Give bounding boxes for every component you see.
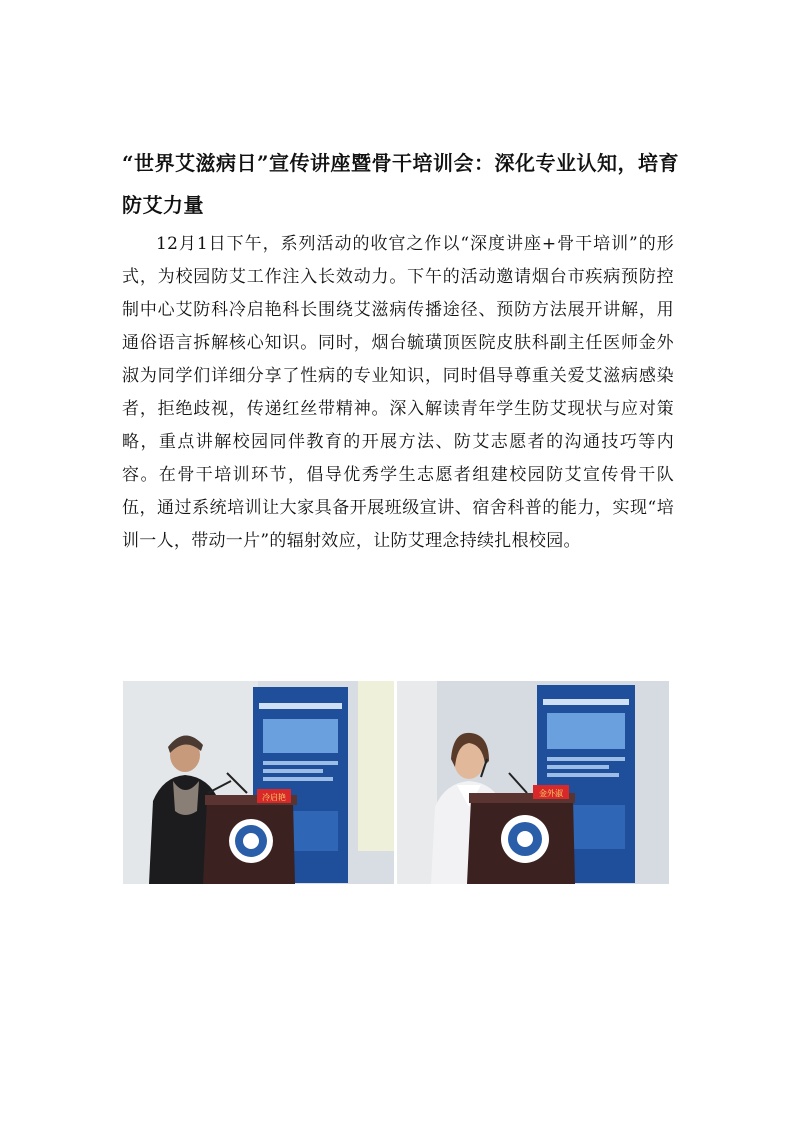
photo-speaker-left <box>123 681 394 884</box>
article-body: 12月1日下午，系列活动的收官之作以“深度讲座+骨干培训”的形式，为校园防艾工作注入长效动力。下午的活动邀请烟台市疾病预防控制中心艾防科冷启艳科长围绕艾滋病传播途径、预防方法展开讲解，用通俗语言拆解核心知识。同时，烟台毓璜顶医院皮肤科副主任医师金外淑为同学们详细分享了性病的专业知识，同时倡导尊重关爱艾滋病感染者，拒绝歧视，传递红丝带精神。深入解读青年学生防艾现状与应对策略，重点讲解校园同伴教育的开展方法、防艾志愿者的沟通技巧等内容。在骨干培训环节，倡导优秀学生志愿者组建校园防艾宣传骨干队伍，通过系统培训让大家具备开展班级宣讲、宿舍科普的能力，实现“培训一人，带动一片”的辐射效应，让防艾理念持续扎根校园。 <box>122 234 674 551</box>
photo-speaker-right <box>397 681 669 884</box>
photo-illustration-left <box>123 681 394 884</box>
nameplate-left: 冷启艳 <box>262 793 286 802</box>
article-title: “世界艾滋病日”宣传讲座暨骨干培训会：深化专业认知，培育防艾力量 <box>122 151 680 217</box>
nameplate-right: 金外淑 <box>539 789 563 798</box>
photo-illustration-right <box>397 681 669 884</box>
